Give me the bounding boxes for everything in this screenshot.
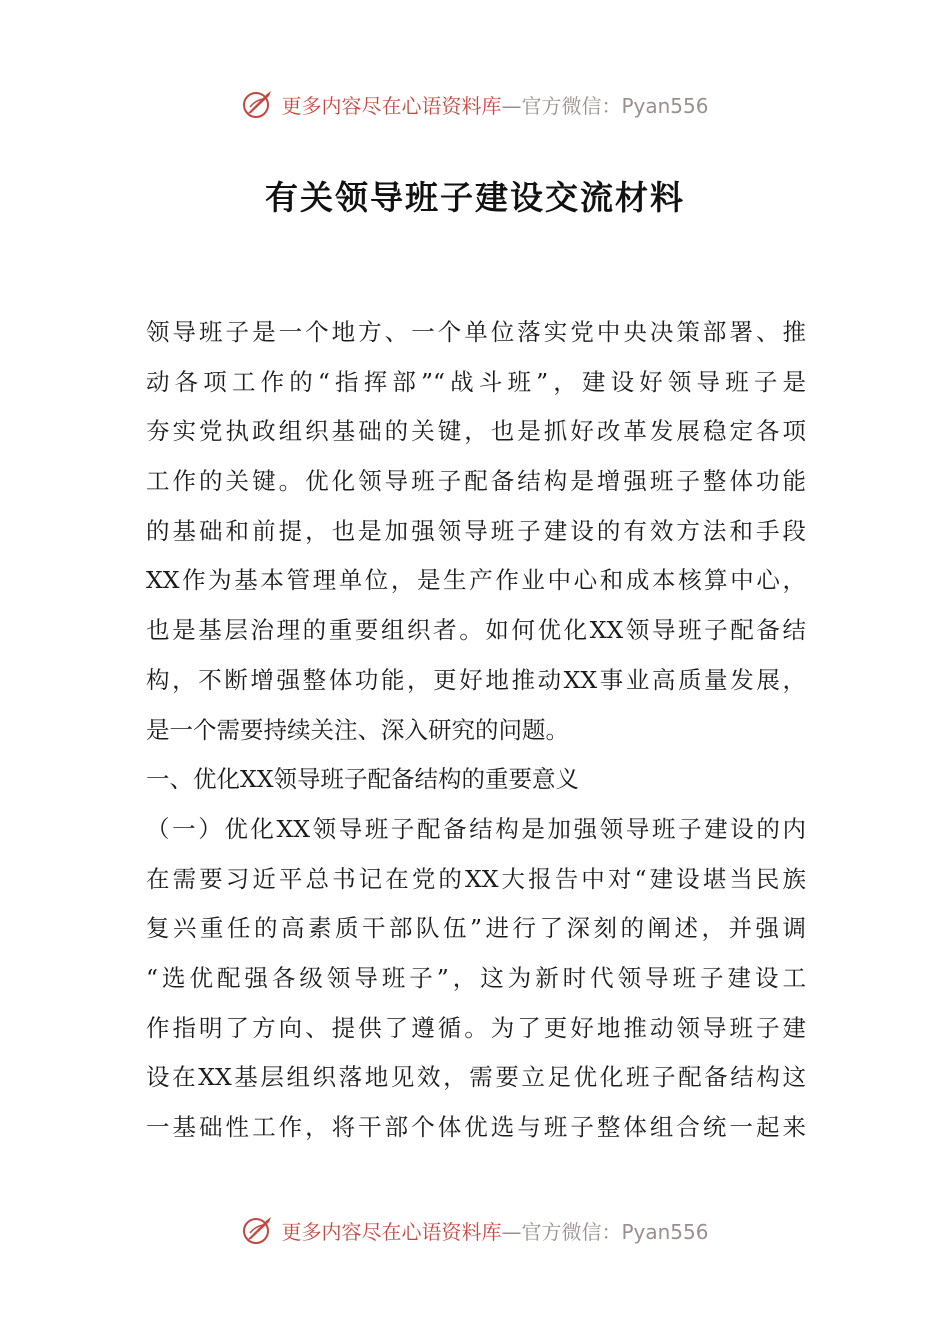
body-line: 工作的关键。优化领导班子配备结构是增强班子整体功能 bbox=[146, 467, 806, 496]
banner-text: 更多内容尽在心语资料库—官方微信：Pyan556 bbox=[281, 93, 709, 118]
body-line: 的基础和前提，也是加强领导班子建设的有效方法和手段 bbox=[146, 516, 806, 545]
banner-text: 更多内容尽在心语资料库—官方微信：Pyan556 bbox=[281, 1219, 709, 1244]
footer-banner bbox=[0, 1210, 950, 1250]
body-line: 也是基层治理的重要组织者。如何优化XX领导班子配备结 bbox=[146, 616, 806, 645]
body-line: 在需要习近平总书记在党的XX大报告中对“建设堪当民族 bbox=[146, 864, 806, 893]
body-line: 复兴重任的高素质干部队伍”进行了深刻的阐述，并强调 bbox=[146, 914, 806, 943]
body-line: 夯实党执政组织基础的关键，也是抓好改革发展稳定各项 bbox=[146, 417, 806, 446]
body-line: 动各项工作的“指挥部”“战斗班”，建设好领导班子是 bbox=[146, 367, 806, 396]
body-line: 领导班子是一个地方、一个单位落实党中央决策部署、推 bbox=[146, 318, 806, 346]
body-line: 作指明了方向、提供了遵循。为了更好地推动领导班子建 bbox=[146, 1013, 806, 1042]
body-line: 设在XX基层组织落地见效，需要立足优化班子配备结构这 bbox=[146, 1063, 806, 1092]
document-body bbox=[146, 308, 806, 1153]
body-line: 一基础性工作，将干部个体优选与班子整体组合统一起来 bbox=[146, 1113, 806, 1141]
body-line: 构，不断增强整体功能，更好地推动XX事业高质量发展， bbox=[146, 665, 806, 694]
quill-logo-icon bbox=[241, 87, 275, 121]
body-line: 是一个需要持续关注、深入研究的问题。 bbox=[146, 715, 569, 744]
section-heading: 一、优化XX领导班子配备结构的重要意义 bbox=[146, 765, 579, 794]
quill-logo-icon bbox=[241, 1213, 275, 1247]
body-line: “选优配强各级领导班子”，这为新时代领导班子建设工 bbox=[146, 963, 806, 992]
header-banner bbox=[0, 84, 950, 124]
body-line: XX作为基本管理单位，是生产作业中心和成本核算中心， bbox=[146, 566, 806, 595]
body-line: （一）优化XX领导班子配备结构是加强领导班子建设的内 bbox=[146, 814, 806, 843]
document-title: 有关领导班子建设交流材料 bbox=[265, 178, 685, 217]
